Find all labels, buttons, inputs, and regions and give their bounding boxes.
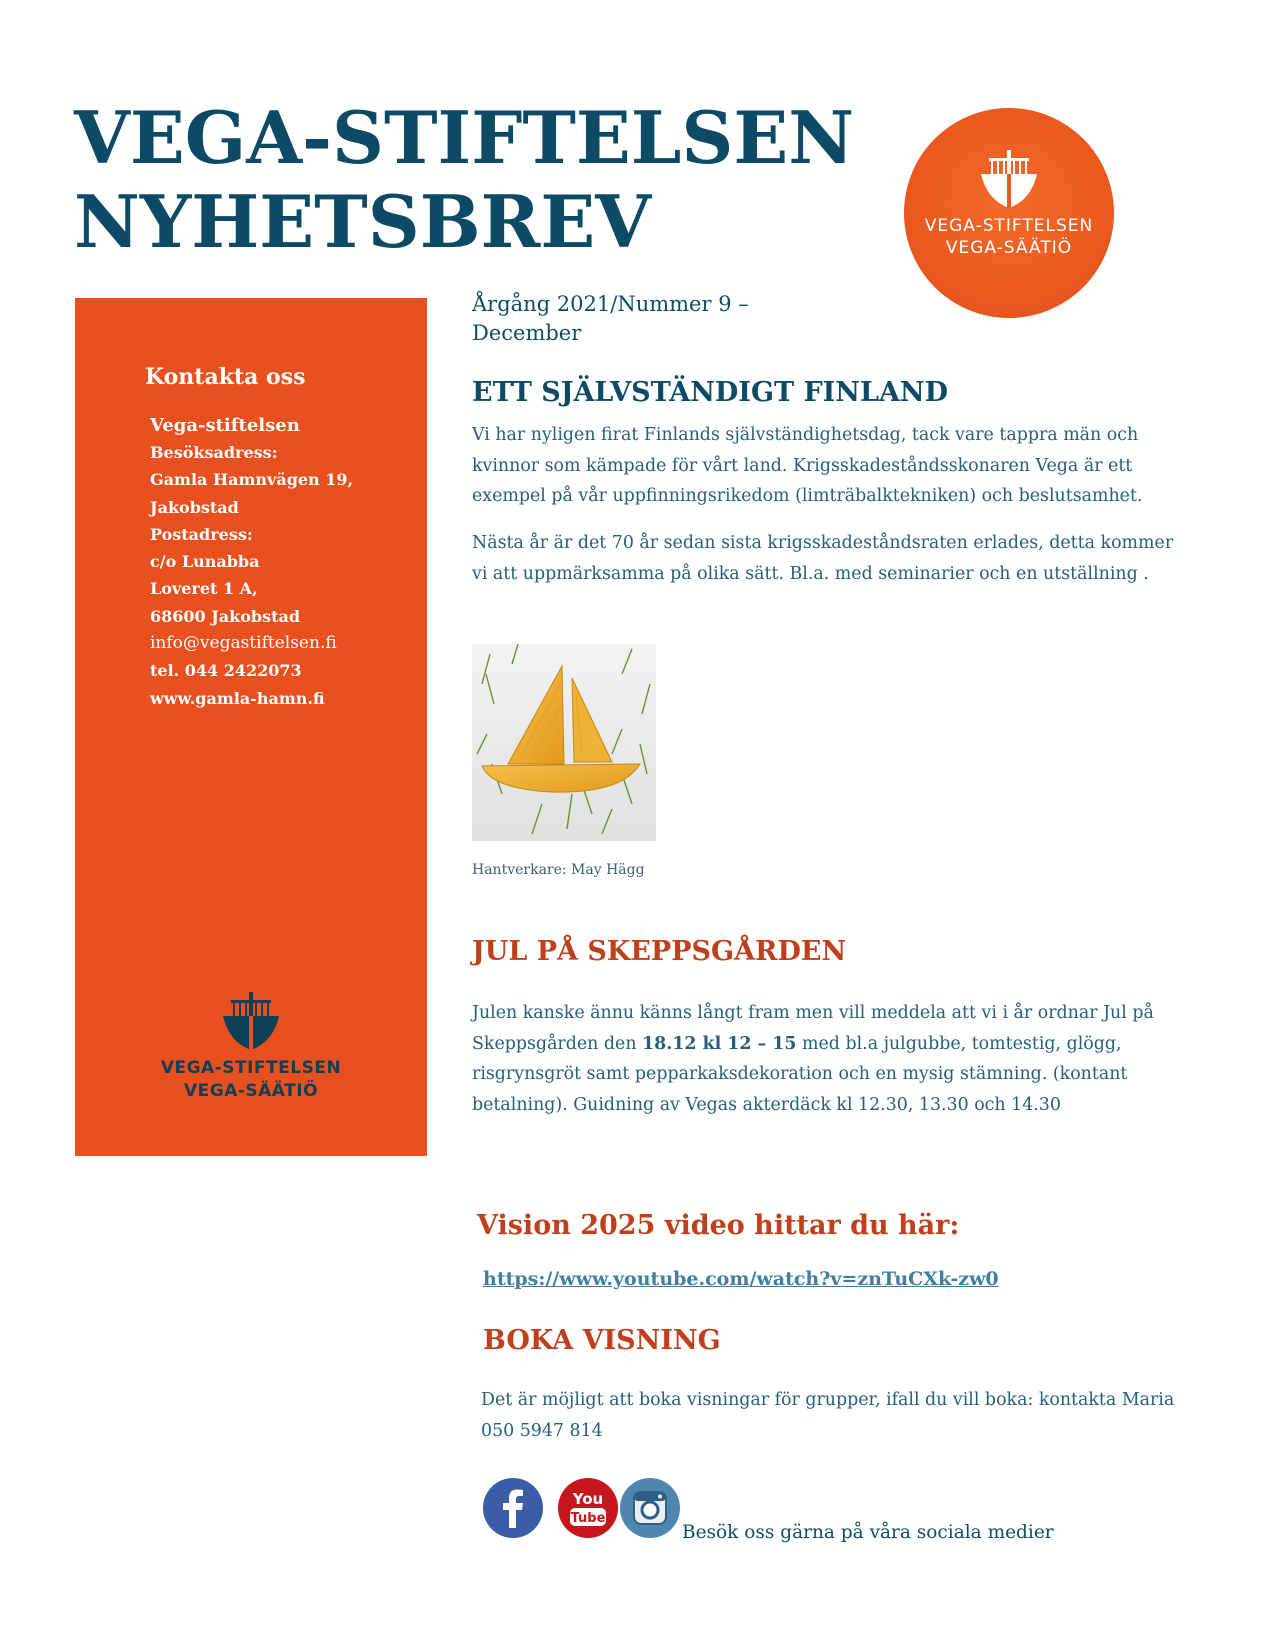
vision-video-link[interactable]: https://www.youtube.com/watch?v=znTuCXk-zw0 (483, 1268, 999, 1290)
issue-month: December (472, 321, 582, 345)
foundation-logo (904, 108, 1114, 318)
issue-volume: Årgång 2021/Nummer 9 – (472, 292, 749, 316)
social-media-text: Besök oss gärna på våra sociala medier (682, 1522, 1054, 1543)
booking-text (481, 1385, 1201, 1446)
vision-heading: Vision 2025 video hittar du här: (477, 1210, 960, 1241)
instagram-icon[interactable] (620, 1478, 680, 1538)
youtube-label-bottom: Tube (570, 1511, 606, 1526)
issue-info (472, 290, 772, 348)
sidebar-logo-text-swedish: VEGA-STIFTELSEN (160, 1058, 342, 1078)
christmas-date-time: 18.12 kl 12 – 15 (642, 1033, 797, 1054)
article-heading-independence: ETT SJÄLVSTÄNDIGT FINLAND (472, 377, 948, 408)
facebook-icon[interactable] (483, 1478, 543, 1538)
photo-caption: Hantverkare: May Hägg (472, 862, 645, 878)
wooden-boat-photo (472, 644, 656, 841)
contact-postal-label: Postadress: (150, 524, 253, 544)
sidebar-logo-text-finnish: VEGA-SÄÄTIÖ (183, 1081, 319, 1101)
ship-logo-icon (217, 990, 285, 1052)
article-heading-christmas: JUL PÅ SKEPPSGÅRDEN (472, 936, 847, 967)
contact-email-link[interactable]: info@vegastiftelsen.fi (150, 633, 337, 654)
contact-postal-co: c/o Lunabba (150, 552, 260, 572)
contact-sidebar (75, 298, 427, 1156)
christmas-paragraph (472, 998, 1172, 1120)
contact-visiting-label: Besöksadress: (150, 443, 278, 462)
contact-details (150, 412, 353, 712)
booking-line: Det är möjligt att boka visningar för grupper, ifall du vill boka: kontakta Maria (481, 1390, 1175, 1410)
booking-phone: 050 5947 814 (481, 1420, 603, 1441)
contact-postal-street: Loveret 1 A, (150, 579, 258, 599)
contact-postal-city: 68600 Jakobstad (150, 606, 301, 626)
contact-phone: tel. 044 2422073 (150, 661, 302, 681)
boat-image-icon (472, 644, 656, 841)
booking-heading: BOKA VISNING (483, 1325, 721, 1356)
title-line-1: VEGA-STIFTELSEN (74, 95, 855, 180)
contact-website-link[interactable]: www.gamla-hamn.fi (150, 688, 325, 708)
contact-visiting-street: Gamla Hamnvägen 19, (150, 470, 354, 490)
article-paragraph-2: Nästa år är det 70 år sedan sista krigsskadeståndsraten erlades, detta kommer vi att uppmärksamma på olika sätt. Bl.a. med seminarier och en utställning . (472, 533, 1174, 584)
contact-organization: Vega-stiftelsen (150, 415, 300, 436)
ship-logo-icon (977, 148, 1041, 210)
christmas-text-end: med bl.a julgubbe, tomtestig, glögg, risgrynsgröt samt pepparkaksdekoration och en mysig stämning. (kontant betalning). Guidning av Vegas akterdäck kl 12.30, 13.30 och 14.30 (472, 1033, 1128, 1115)
title-line-2: NYHETSBREV (74, 179, 652, 264)
logo-text-swedish: VEGA-STIFTELSEN (924, 216, 1094, 236)
article-paragraph-1: Vi har nyligen firat Finlands självständighetsdag, tack vare tappra män och kvinnor som kämpade för vårt land. Krigsskadeståndsskonaren Vega är ett exempel på vår uppfinningsrikedom (limträbalktekniken) och beslutsamhet. (472, 425, 1143, 506)
logo-text-finnish: VEGA-SÄÄTIÖ (945, 238, 1073, 258)
youtube-label-top: You (572, 1490, 604, 1508)
newsletter-title (74, 96, 854, 264)
youtube-icon[interactable] (558, 1478, 618, 1538)
sidebar-logo (143, 990, 359, 1110)
christmas-text-start: Julen kanske ännu känns långt fram men vill meddela att vi i år ordnar Jul på Skeppsgården den (472, 1003, 1154, 1054)
contact-heading: Kontakta oss (145, 364, 306, 390)
contact-visiting-city: Jakobstad (150, 497, 239, 517)
